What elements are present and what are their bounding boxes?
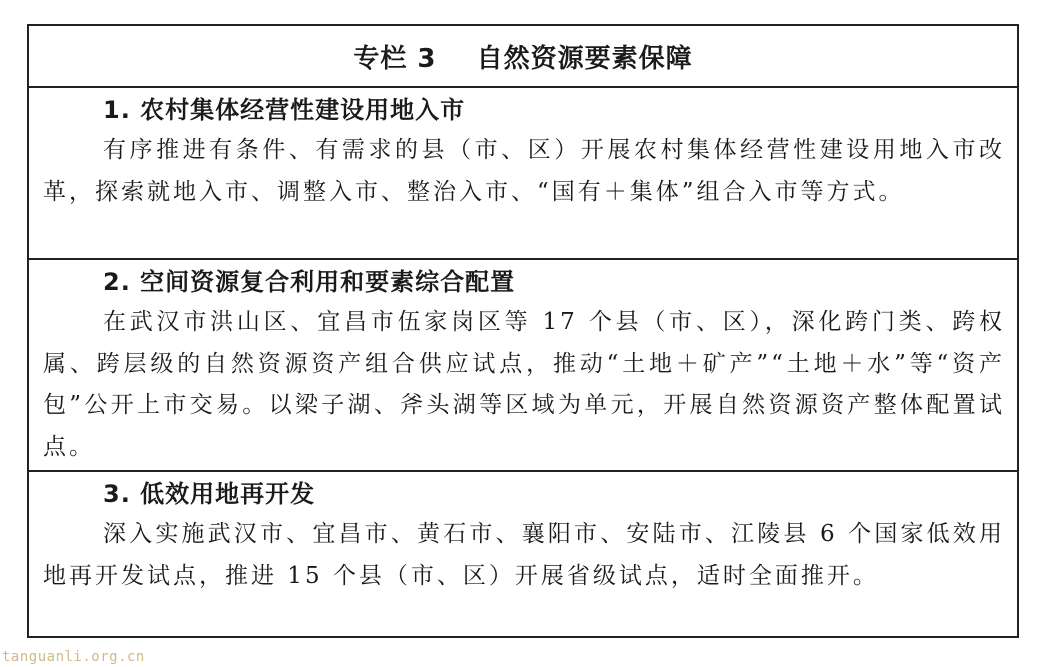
section-rural-land-market xyxy=(29,88,1017,260)
feature-box xyxy=(27,24,1019,638)
section-heading: 2. 空间资源复合利用和要素综合配置 xyxy=(103,268,516,296)
section-space-resource-allocation xyxy=(29,260,1017,472)
box-title: 专栏 3 自然资源要素保障 xyxy=(353,43,693,74)
section-body: 有序推进有条件、有需求的县（市、区）开展农村集体经营性建设用地入市改革，探索就地入市、调整入市、整治入市、“国有＋集体”组合入市等方式。 xyxy=(43,137,1005,205)
section-heading: 3. 低效用地再开发 xyxy=(103,480,316,508)
section-low-efficiency-land xyxy=(29,472,1017,638)
section-body: 深入实施武汉市、宜昌市、黄石市、襄阳市、安陆市、江陵县 6 个国家低效用地再开发试点，推进 15 个县（市、区）开展省级试点，适时全面推开。 xyxy=(43,521,1005,589)
watermark-text: tanguanli.org.cn xyxy=(2,649,145,665)
section-heading: 1. 农村集体经营性建设用地入市 xyxy=(103,96,466,124)
title-row xyxy=(29,26,1017,88)
section-body: 在武汉市洪山区、宜昌市伍家岗区等 17 个县（市、区），深化跨门类、跨权属、跨层级的自然资源资产组合供应试点，推动“土地＋矿产”“土地＋水”等“资产包”公开上市交易。以梁子湖、斧头湖等区域为单元，开展自然资源资产整体配置试点。 xyxy=(43,309,1005,460)
